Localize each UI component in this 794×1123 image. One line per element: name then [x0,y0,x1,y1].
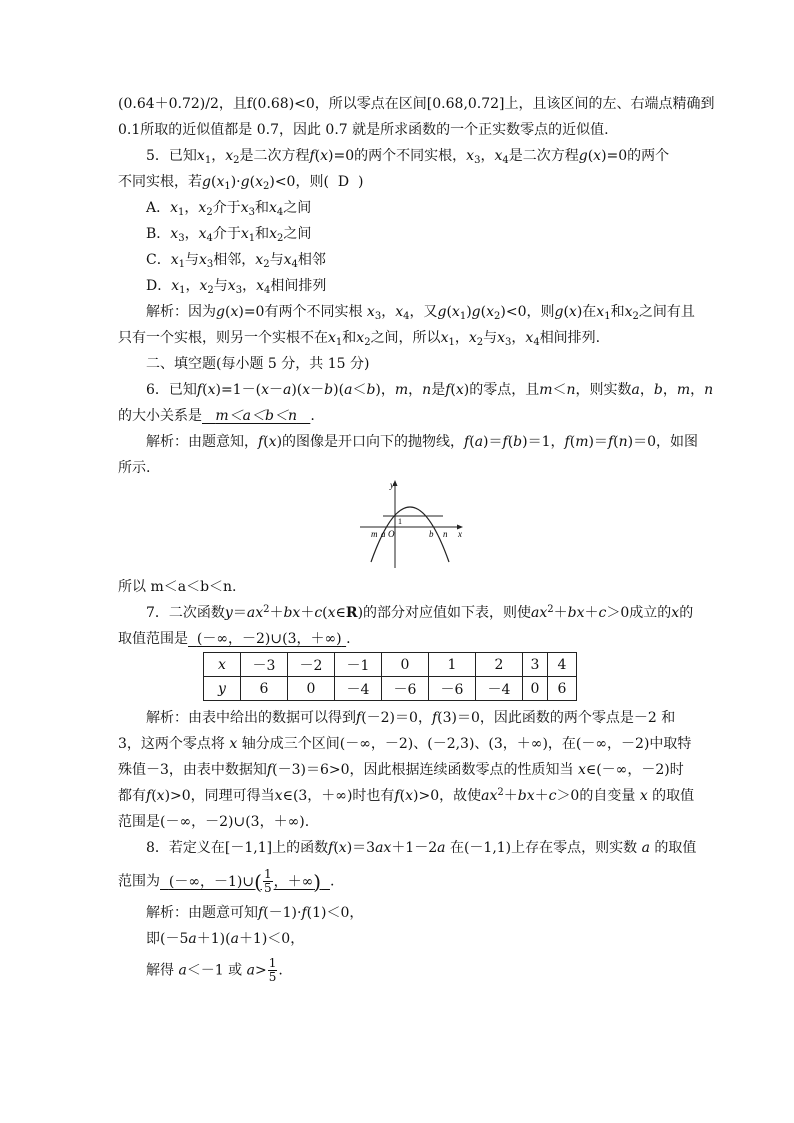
text: ＝6>0，因此根据连续函数零点的性质知当 [305,762,574,778]
table-cell: －6 [382,677,429,701]
text: 介于 [212,226,241,242]
text: x [218,656,226,673]
solution-7-line3: 殊值－3，由表中数据知f(－3)＝6>0，因此根据连续函数零点的性质知当 x∈(－∞，－2)时 [118,762,684,778]
solution-8-line2: 即(－5a＋1)(a＋1)＜0， [146,931,305,947]
text: 和 [254,200,269,216]
parabola-graph [355,478,470,570]
text: ＋1)＜0， [238,931,305,947]
text: 若定义在[－1,1]上的函数 [168,840,329,856]
question-number: 7． [146,605,169,621]
text: 因为 [188,304,216,320]
answer: D [337,174,350,190]
text: 由题意可知 [188,905,258,921]
text: 之间 [283,200,312,216]
text: 介于 [212,200,241,216]
text: 相邻 [297,252,326,268]
table-header-y [204,677,241,701]
value-table [203,652,577,701]
table-cell: －3 [241,653,288,677]
text: ) [313,869,322,894]
text: 5 [268,970,277,984]
conclusion-6: 所以 m＜a＜b＜n. [118,579,237,595]
solution-label: 解析： [146,304,188,320]
text: . [310,408,315,424]
text: ∈(3，＋∞)时也有 [282,788,395,804]
text: 与 [185,252,199,268]
question-number: 5． [146,148,169,164]
table-cell: 0 [288,677,335,701]
text: 和 [255,226,270,242]
table-cell: －1 [335,653,382,677]
label-m: m [371,529,378,539]
text: =0有两个不同实根 [243,304,363,320]
text-line [118,96,715,112]
label-1: 1 [398,517,402,526]
text: 由表中给出的数据可以得到 [188,710,356,726]
text: ＞0的自变量 [556,788,636,804]
text: 由题意知， [188,434,258,450]
solution-7-line2: 3，这两个零点将 x 轴分成三个区间(－∞，－2)、(－2,3)、(3，＋∞)，在(－∞，－2)中取特 [118,736,692,752]
answer: (－∞，－1)∪ [168,873,255,890]
question-number: 8． [146,840,169,856]
question-6-line2 [118,408,315,424]
table-cell: 0 [382,653,429,677]
text: 是二次方程 [239,148,310,164]
text: 与 [213,278,228,294]
x-axis-label: x [458,529,462,539]
text: 与 [483,330,498,346]
text: 的取值 [654,840,697,856]
table-cell: 3 [523,653,548,677]
text: 与 [269,252,284,268]
option-c: C．$x_1$与$x_3$相邻，$x_2$与$x_4$相邻 [146,252,326,270]
text: ＞0成立的 [606,605,672,621]
text: ，则实数 [575,382,632,398]
text: A． [146,200,171,216]
fraction [263,868,273,895]
text: 5 [263,881,272,895]
question-8: 8．若定义在[－1,1]上的函数f(x)＝3ax＋1－2a 在(－1,1)上存在零点，则实数 a 的取值 [146,840,697,856]
text: ( [254,869,262,894]
text: 1 [268,956,277,970]
question-5: 5．已知$x_1$，$x_2$是二次方程f(x)=0的两个不同实根，$x_3$，$x_4$是二次方程g(x)=0的两个 [146,148,670,166]
text: 1 [263,867,272,881]
text: 的零点，且 [469,382,540,398]
text: 只有一个实根，则另一个实根不在 [118,330,328,346]
text: 之间有且 [638,304,695,320]
text: 0.1所取的近似值都是 0.7，因此 0.7 就是所求函数的一个正实数零点的近似值. [118,122,609,138]
text: 的部分对应值如下表，则使 [363,605,532,621]
table-cell: 2 [476,653,523,677]
text: 轴分成三个区间(－∞，－2)、(－2,3)、(3，＋∞)，在(－∞，－2)中取特 [241,736,692,752]
text: 是二次方程 [508,148,579,164]
answer-blank [160,867,330,895]
text: ＝0，如图 [633,434,699,450]
text: 已知 [168,382,197,398]
text: 相邻， [213,252,256,268]
text: 取值范围是 [118,631,188,647]
y-axis-label: y [390,480,394,490]
table-row-y [204,677,577,701]
option-a: A．$x_1$，$x_2$介于$x_3$和$x_4$之间 [146,200,312,218]
question-7: 7．二次函数$y=ax^2+bx+c(x\in R)$的部分对应值如下表，则使$ax^2+bx+c>0$成立的x的 [146,604,694,621]
question-8-line2 [118,868,334,895]
label-a: a [381,529,386,539]
text: ＝0， [395,710,432,726]
text: 已知 [168,148,197,164]
option-b: B．$x_3$，$x_4$介于$x_1$和$x_2$之间 [146,226,312,244]
text: )( [333,382,345,398]
solution-label: 解析： [146,905,188,921]
question-7-line2 [118,631,351,647]
text: 的图像是开口向下的抛物线， [282,434,465,450]
solution-label: 解析： [146,434,188,450]
solution-8: 解析：由题意可知f(－1)·f(1)＜0， [146,905,364,921]
text: 的 [679,605,694,621]
table-cell: －6 [429,677,476,701]
text: 即(－5 [146,931,189,947]
text: ＝1， [527,434,565,450]
text-line [118,122,609,138]
solution-7-line5: 范围是(－∞，－2)∪(3，＋∞). [118,814,310,830]
text: =0的两个不同实根， [333,148,467,164]
text: 不同实根，若 [118,174,202,190]
text: y [218,680,226,697]
table-cell: －4 [335,677,382,701]
label-b: b [429,529,434,539]
text: D． [146,278,172,294]
text: B． [146,226,171,242]
text: <0，则( [274,174,329,190]
text: (0.64＋0.72)/2，且f(0.68)<0，所以零点在区间[0.68,0.72]上，且该区间的左、右端点精确到 [118,96,715,112]
question-6: 6．已知f(x)=1－(x－a)(x－b)(a＜b)，m，n是f(x)的零点，且m＜n，则实数a，b，m，n [146,382,714,398]
text: 是 [431,382,446,398]
text: ) [357,174,364,190]
table-header-x [204,653,241,677]
text: 的大小关系是 [118,408,202,424]
table-cell: 6 [241,677,288,701]
text: ，＋∞ [273,873,314,890]
text: ＜ [352,382,367,398]
text: 殊值－3，由表中数据知 [118,762,267,778]
table-cell: 0 [523,677,548,701]
option-d: D．$x_1$，$x_2$与$x_3$，$x_4$相间排列 [146,278,327,296]
text: C． [146,252,171,268]
text: 相间排列. [539,330,601,346]
answer: (－∞，－2)∪(3，＋∞) [196,631,342,647]
text: 之间 [283,226,312,242]
text: － [268,382,283,398]
table-cell: －4 [476,677,523,701]
label-n: n [443,529,448,539]
solution-7: 解析：由表中给出的数据可以得到f(－2)＝0，f(3)＝0，因此函数的两个零点是－2 和 [146,710,676,726]
section-heading: 二、填空题(每小题 5 分，共 15 分) [146,356,370,372]
solution-8-line3: 解得 a＜－1 或 a> $\frac{1}{5}$ . [146,956,283,984]
solution-7-line4: 都有f(x)>0，同理可得当x∈(3，＋∞)时也有f(x)>0，故使$ax^2+bx+c>0$的自变量 x 的取值 [118,787,695,804]
text: ＜ [552,382,567,398]
text: 二次函数 [168,605,225,621]
table-cell: 6 [548,677,577,701]
text: 和 [342,330,357,346]
table-cell: 4 [548,653,577,677]
fraction [268,957,278,984]
text: )， [375,382,395,398]
text: =1－( [220,382,262,398]
solution-6-line2: 所示. [118,460,151,476]
text: >0，同理可得当 [170,788,275,804]
solution-5-line2: 只有一个实根，则另一个实根不在$x_1$和$x_2$之间，所以$x_1$，$x_2$与$x_3$，$x_4$相间排列. [118,330,601,348]
text: ＜－1 或 [186,962,243,979]
solution-5: 解析：因为g(x)=0有两个不同实根 $x_3$，$x_4$，又$g(x_1)g(x_2)<0$，则g(x)在$x_1$和$x_2$之间有且 [146,304,695,322]
text: . [278,962,283,979]
text: ∈(－∞，－2)时 [585,762,684,778]
text: 和 [610,304,625,320]
text: ＋1)( [196,931,231,947]
text: >0，故使 [418,788,482,804]
text: . [346,631,351,647]
table-row-x [204,653,577,677]
table-cell: 1 [429,653,476,677]
text: 的取值 [652,788,695,804]
text: － [310,382,325,398]
text: 范围为 [118,873,160,890]
text: 3，这两个零点将 [118,736,225,752]
question-5-line2: 不同实根，若$g(x_1)\cdot g(x_2)<0$，则( D ) [118,174,364,192]
label-origin: O [388,529,395,539]
text: )( [291,382,303,398]
text: 都有 [118,788,146,804]
answer: m＜a＜b＜n [215,408,297,424]
text: ，又 [409,304,438,320]
text: ＝0，因此函数的两个零点是－2 和 [456,710,676,726]
text: <0，则 [505,304,555,320]
question-number: 6． [146,382,169,398]
answer-blank [188,631,346,647]
text: ＜0， [326,905,364,921]
text: 在 [582,304,597,320]
solution-6: 解析：由题意知，f(x)的图像是开口向下的抛物线，f(a)＝f(b)＝1，f(m)＝f(n)＝0，如图 [146,434,699,450]
text: 之间，所以 [370,330,441,346]
text: > [254,962,267,979]
table-cell: －2 [288,653,335,677]
text: 相间排列 [270,278,327,294]
text: 解得 [146,962,174,979]
text: . [329,873,335,890]
text: 在(－1,1)上存在零点，则实数 [449,840,638,856]
answer-blank [202,408,310,424]
text: =0的两个 [606,148,670,164]
solution-label: 解析： [146,710,188,726]
